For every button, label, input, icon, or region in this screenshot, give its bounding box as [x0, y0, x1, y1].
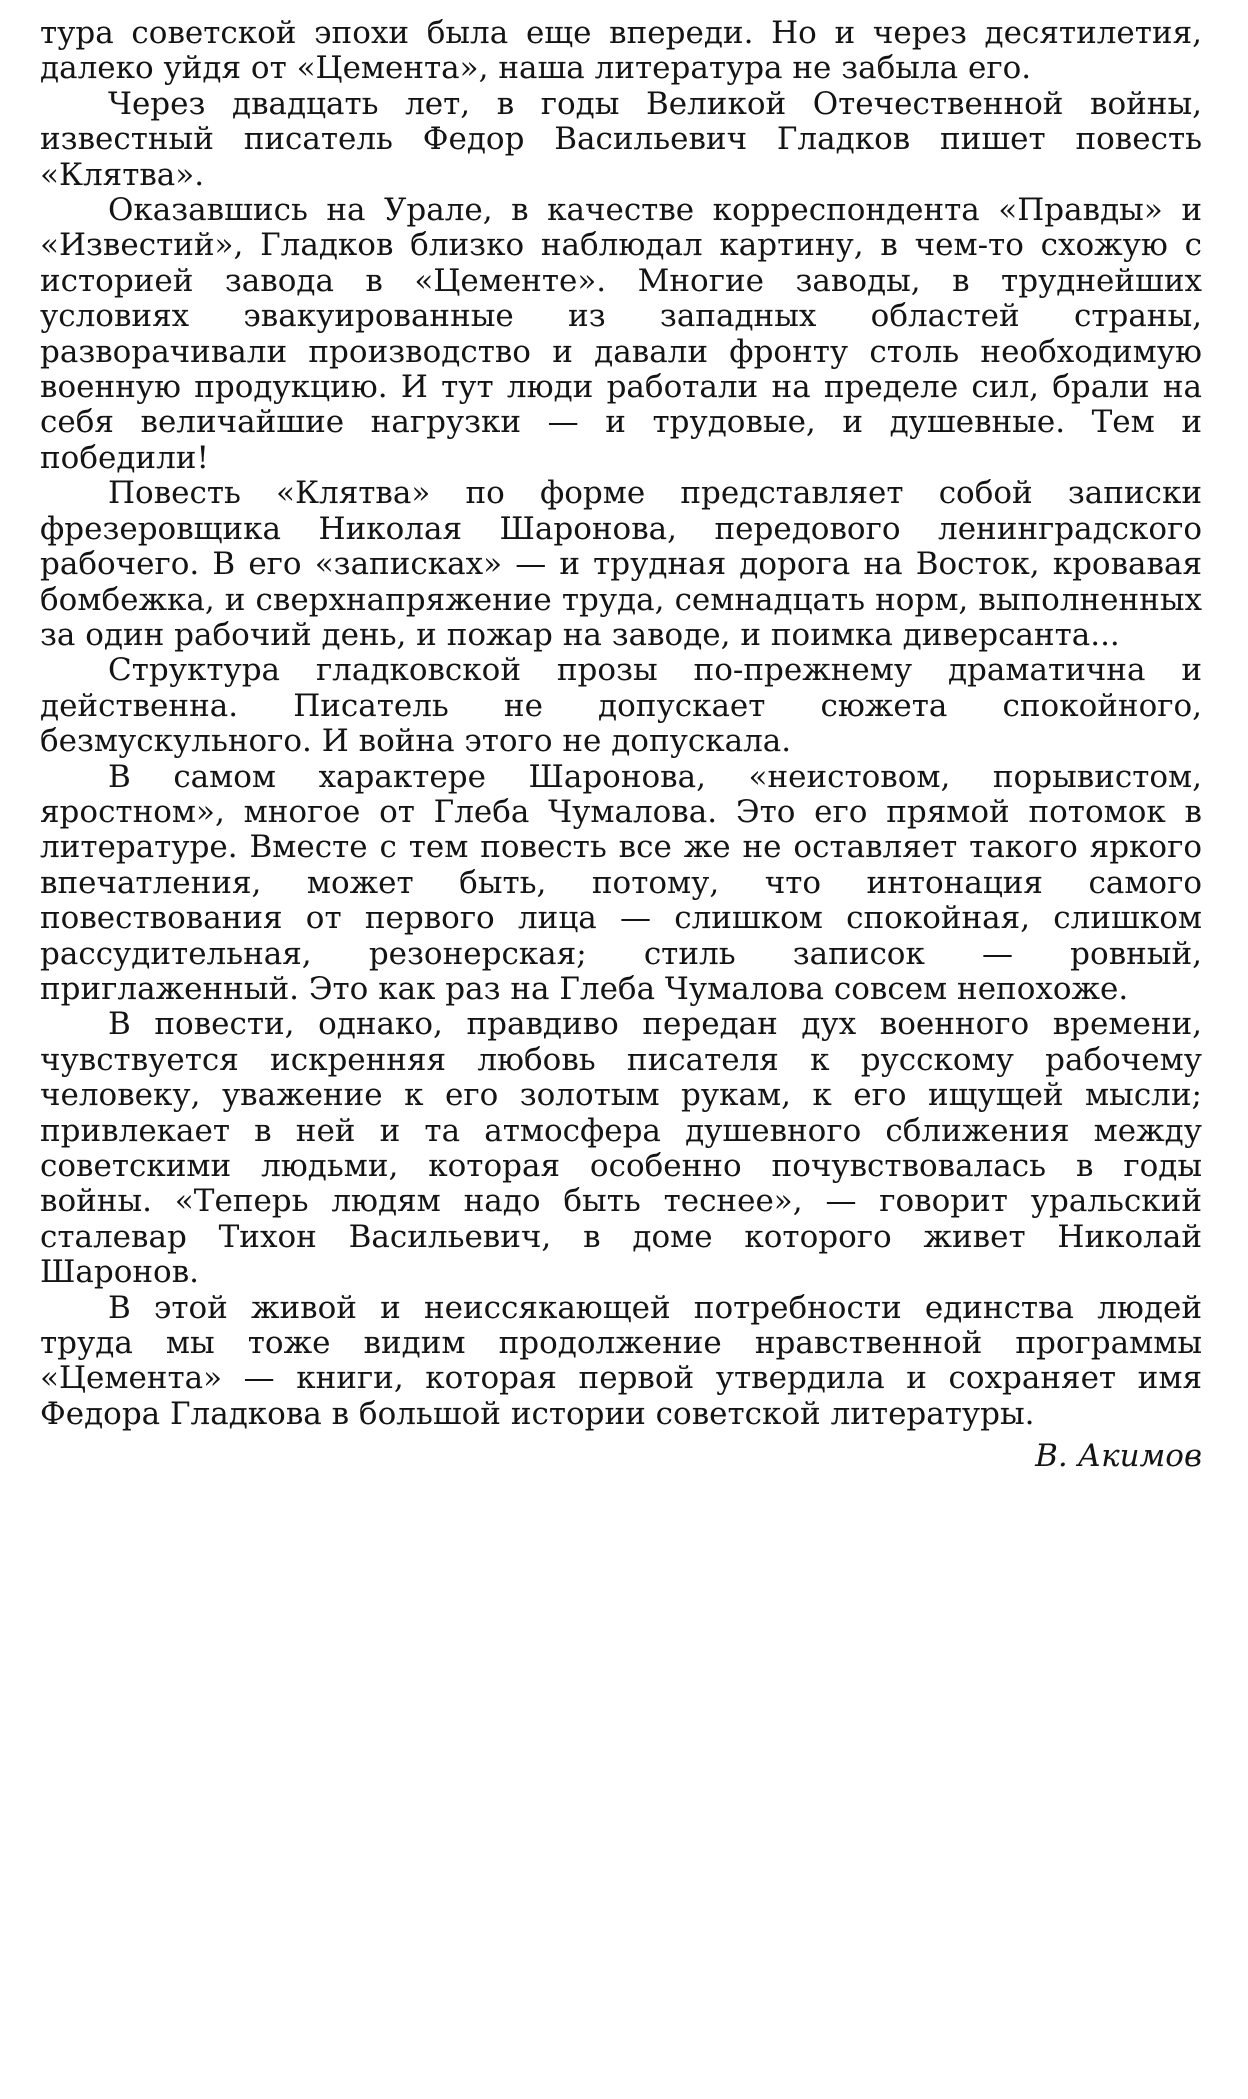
- paragraph-structure: Структура гладковской прозы по-прежнему драматична и действенна. Писатель не допускает сюжета спокойного, безмускульного. И война этого не допускала.: [40, 652, 1202, 760]
- article-body: [40, 16, 1202, 1432]
- paragraph-sharonov-character: В самом характере Шаронова, «неистовом, порывистом, яростном», многое от Глеба Чумалова. Это его прямой потомок в литературе. Вместе с тем повесть все же не оставляет такого яркого впечатления, может быть, потому, что интонация самого повествования от первого лица — слишком спокойная, слишком рассудительная, резонерская; стиль записок — ровный, приглаженный. Это как раз на Глеба Чумалова совсем непохоже.: [40, 758, 1202, 1007]
- paragraph-klyatva-form: Повесть «Клятва» по форме представляет собой записки фрезеровщика Николая Шаронова, передового ленинградского рабочего. В его «записках» — и трудная дорога на Восток, кровавая бомбежка, и сверхнапряжение труда, семнадцать норм, выполненных за один рабочий день, и пожар на заводе, и поимка диверсанта...: [40, 475, 1202, 653]
- author-signature: В. Акимов: [1035, 1438, 1202, 1474]
- paragraph-klyatva-intro: Через двадцать лет, в годы Великой Отечественной войны, известный писатель Федор Васильевич Гладков пишет повесть «Клятва».: [40, 85, 1202, 193]
- paragraph-ural: Оказавшись на Урале, в качестве корреспондента «Правды» и «Известий», Гладков близко наблюдал картину, в чем-то схожую с историей завода в «Цементе». Многие заводы, в труднейших условиях эвакуированные из западных областей страны, разворачивали производство и давали фронту столь необходимую военную продукцию. И тут люди работали на пределе сил, брали на себя величайшие нагрузки — и трудовые, и душевные. Тем и победили!: [40, 192, 1202, 476]
- paragraph-conclusion: В этой живой и неиссякающей потребности единства людей труда мы тоже видим продолжение нравственной программы «Цемента» — книги, которая первой утвердила и сохраняет имя Федора Гладкова в большой истории советской литературы.: [40, 1289, 1202, 1432]
- paragraph-continuation: тура советской эпохи была еще впереди. Но и через десятилетия, далеко уйдя от «Цемента», наша литература не забыла его.: [40, 15, 1202, 87]
- paragraph-war-spirit: В повести, однако, правдиво передан дух военного времени, чувствуется искренняя любовь писателя к русскому рабочему человеку, уважение к его золотым рукам, к его ищущей мысли; привлекает в ней и та атмосфера душевного сближения между советскими людьми, которая особенно почувствовалась в годы войны. «Теперь людям надо быть теснее», — говорит уральский сталевар Тихон Васильевич, в доме которого живет Николай Шаронов.: [40, 1006, 1202, 1291]
